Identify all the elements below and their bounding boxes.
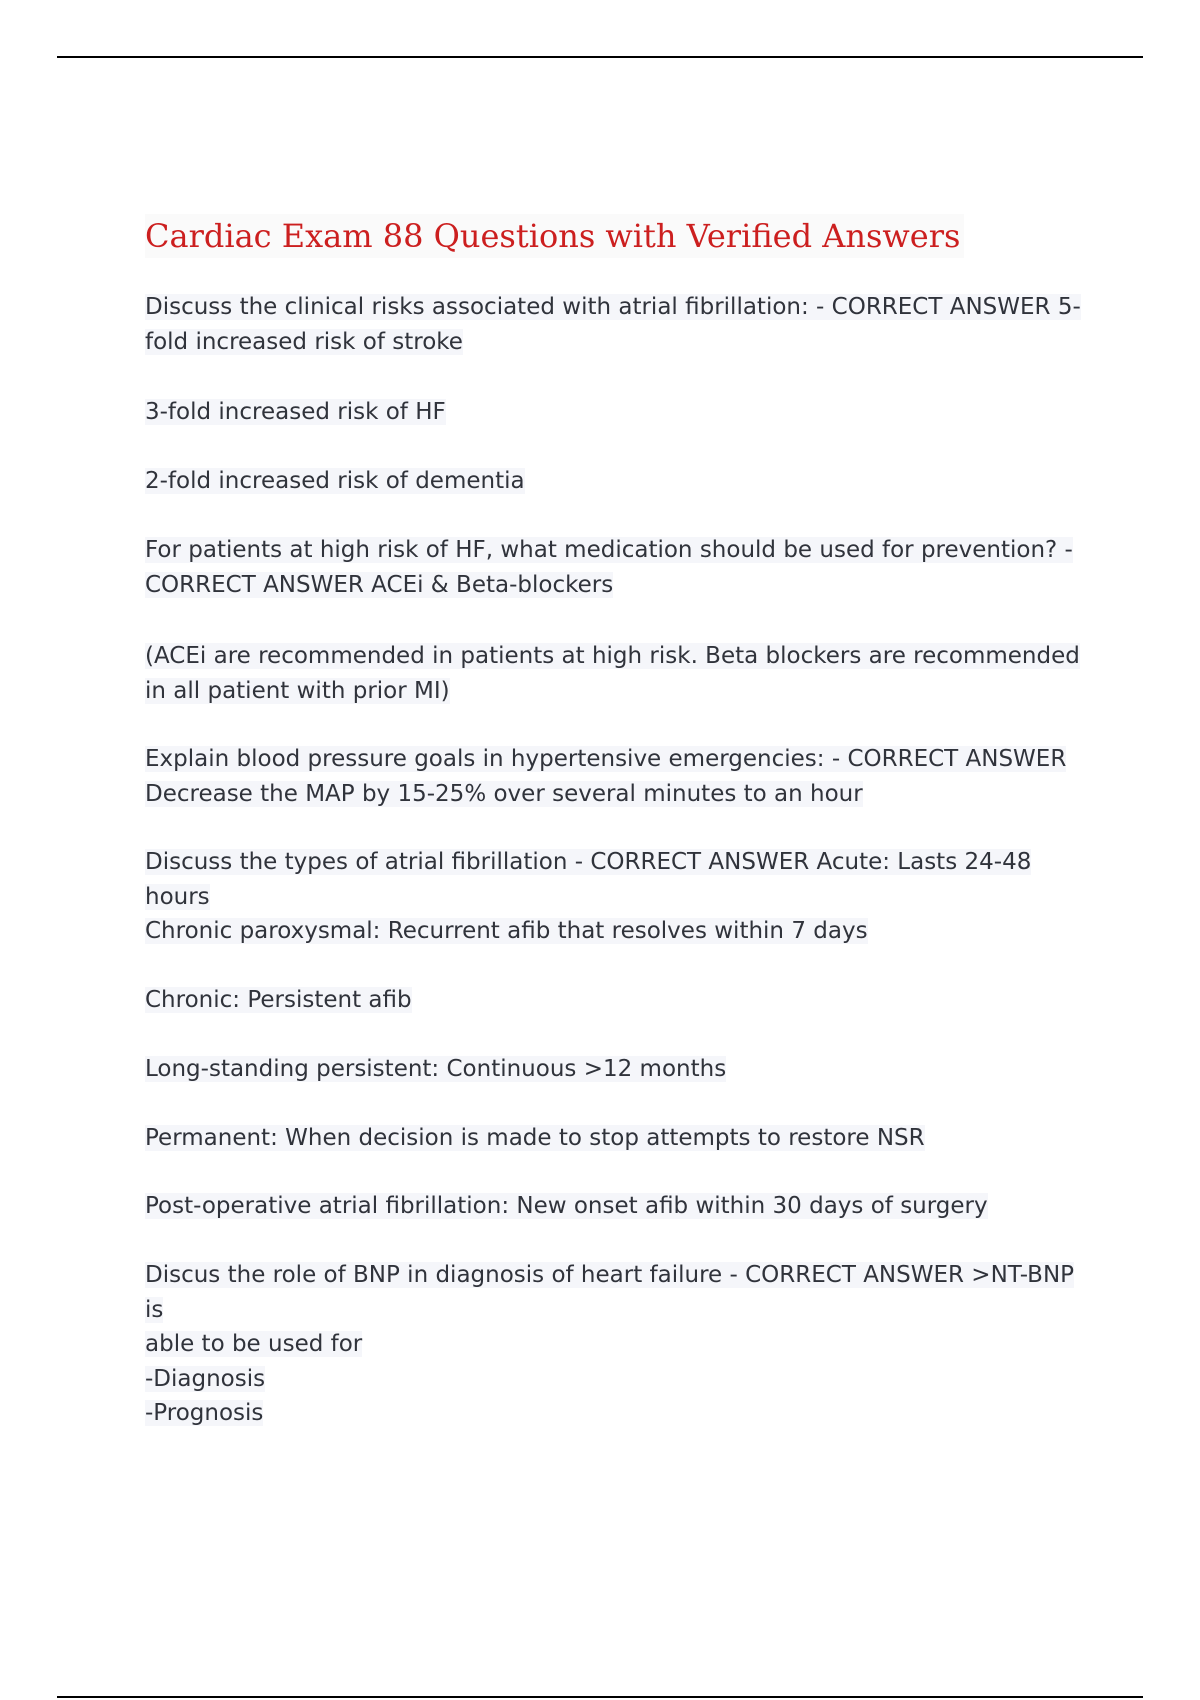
qa-paragraph (145, 533, 1095, 602)
qa-paragraph (145, 1052, 1095, 1087)
document-title: Cardiac Exam 88 Questions with Verified Answers (145, 214, 964, 258)
paragraph-line: in all patient with prior MI) (145, 677, 450, 704)
paragraph-line: Permanent: When decision is made to stop attempts to restore NSR (145, 1125, 925, 1151)
paragraph-line: Decrease the MAP by 15-25% over several minutes to an hour (145, 780, 863, 807)
footer-rule (57, 1696, 1143, 1698)
paragraph-line: Post-operative atrial fibrillation: New onset afib within 30 days of surgery (145, 1193, 988, 1219)
paragraph-line: For patients at high risk of HF, what medication should be used for prevention? - (145, 537, 1073, 563)
header-rule (57, 56, 1143, 58)
qa-paragraph (145, 983, 1095, 1018)
paragraph-line: 3-fold increased risk of HF (145, 399, 446, 425)
qa-paragraph (145, 290, 1095, 359)
paragraph-line: -Prognosis (145, 1400, 264, 1426)
paragraph-line: 2-fold increased risk of dementia (145, 468, 525, 494)
paragraph-line: Discuss the types of atrial fibrillation - CORRECT ANSWER Acute: Lasts 24-48 hours (145, 849, 1032, 910)
paragraph-line: Discus the role of BNP in diagnosis of heart failure - CORRECT ANSWER >NT-BNP is (145, 1262, 1075, 1323)
qa-paragraph (145, 1258, 1095, 1431)
paragraph-line: Chronic paroxysmal: Recurrent afib that resolves within 7 days (145, 918, 868, 944)
qa-paragraph (145, 464, 1095, 499)
qa-paragraph (145, 1189, 1095, 1224)
qa-paragraph (145, 742, 1095, 811)
paragraph-line: fold increased risk of stroke (145, 328, 463, 355)
paragraph-line: Explain blood pressure goals in hypertensive emergencies: - CORRECT ANSWER (145, 746, 1067, 772)
qa-paragraph (145, 395, 1095, 430)
paragraph-line: Long-standing persistent: Continuous >12 months (145, 1056, 727, 1082)
qa-paragraph (145, 845, 1095, 914)
qa-paragraph (145, 914, 1095, 949)
paragraph-line: able to be used for (145, 1331, 363, 1357)
paragraph-line: (ACEi are recommended in patients at high risk. Beta blockers are recommended (145, 643, 1080, 669)
qa-paragraph (145, 639, 1095, 708)
paragraph-line: Discuss the clinical risks associated with atrial fibrillation: - CORRECT ANSWER 5- (145, 294, 1081, 320)
paragraph-line: CORRECT ANSWER ACEi & Beta-blockers (145, 571, 614, 598)
qa-paragraph (145, 1121, 1095, 1156)
paragraph-line: -Diagnosis (145, 1365, 266, 1392)
paragraph-line: Chronic: Persistent afib (145, 987, 412, 1013)
